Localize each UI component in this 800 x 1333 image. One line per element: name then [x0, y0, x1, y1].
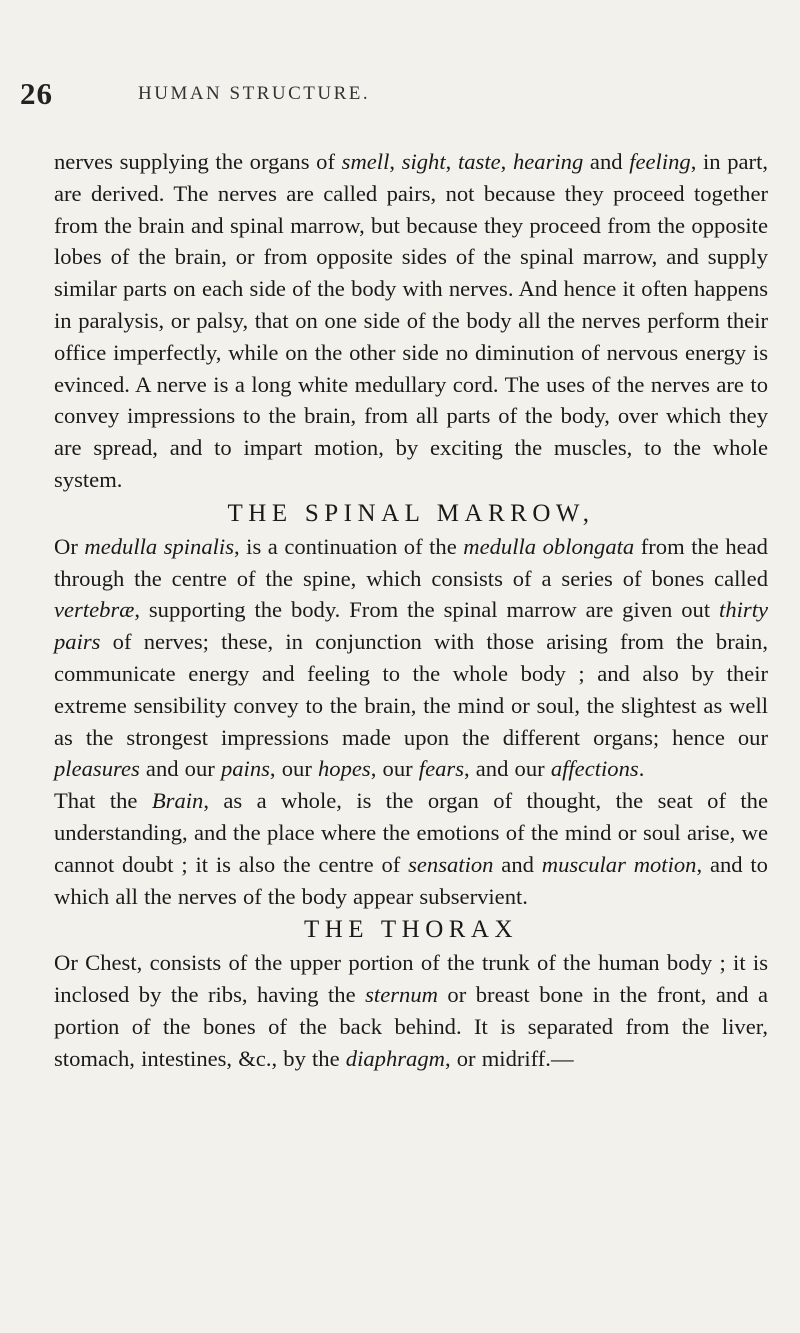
italic-term-affections: affections: [550, 756, 639, 782]
text-run: and: [583, 149, 630, 174]
text-run: and our: [139, 756, 221, 782]
body-text: [54, 146, 768, 1075]
running-title: HUMAN STRUCTURE.: [138, 83, 371, 104]
heading-text: THE THORAX: [303, 916, 519, 944]
paragraph-brain: [54, 785, 768, 912]
italic-term-hearing: hearing: [512, 149, 584, 174]
text-run: nerves supplying the organs of: [54, 149, 342, 174]
text-run: ,: [445, 149, 458, 174]
italic-term-diaphragm: diaphragm: [345, 1045, 445, 1071]
text-run: , our: [370, 756, 419, 782]
text-run: , as a whole, is the organ of thought, the seat of the understanding, and the place where the emotions of the mind or soul arise, we cannot doubt ; it is also the centre of: [54, 788, 768, 877]
italic-term-sensation: sensation: [408, 851, 494, 877]
italic-term-sternum: sternum: [365, 982, 438, 1008]
page-number: 26: [20, 76, 53, 111]
text-run: , in part, are derived. The nerves are called pairs, not because they proceed together from the brain and spinal marrow, but because they proceed from the opposite lobes of the brain, or from opposite sides of the spinal marrow, and supply similar parts on each side of the body with nerves. And hence it often happens in paralysis, or palsy, that on one side of the body all the nerves perform their office imperfectly, while on the other side no diminution of nervous energy is evinced. A nerve is a long white medullary cord. The uses of the nerves are to convey impressions to the brain, from all parts of the body, over which they are spread, and to impart motion, by exciting the muscles, to the whole system.: [54, 149, 769, 492]
section-heading-spinal-marrow: [54, 497, 768, 531]
italic-term-hopes: hopes: [318, 756, 371, 782]
italic-term-pains: pains: [220, 756, 270, 782]
heading-text: THE SPINAL MARROW,: [227, 499, 595, 527]
text-run: ,: [500, 149, 513, 174]
text-run: of nerves; these, in conjunction with those arising from the brain, communicate energy and feeling to the whole body ; and also by their extreme sensibility convey to the brain, the mind or soul, the slightest as well as the strongest impressions made upon the different organs; hence our: [54, 629, 768, 750]
text-run: from the head through the centre of the spine, which consists of a series of bones called: [54, 533, 768, 591]
text-run: , supporting the body. From the spinal marrow are given out: [134, 597, 720, 623]
italic-term-smell: smell: [341, 149, 390, 174]
italic-term-taste: taste: [457, 149, 501, 174]
paragraph-thorax: [54, 947, 768, 1074]
italic-term-pleasures: pleasures: [54, 756, 140, 782]
text-run: , or midriff.—: [444, 1045, 574, 1071]
italic-term-medulla-spinalis: medulla spinalis: [84, 533, 234, 559]
text-run: ,: [389, 149, 402, 174]
italic-term-thirty-pairs: thirty pairs: [54, 597, 768, 655]
text-run: or breast bone in the front, and a portion of the bones of the back behind. It is separated from the liver, stomach, intestines, &c., by the: [54, 982, 769, 1071]
italic-term-medulla-oblongata: medulla oblongata: [463, 533, 635, 559]
running-head: [20, 76, 780, 116]
section-heading-thorax: [54, 913, 768, 947]
text-run: and: [493, 851, 542, 877]
paragraph-nerves: [54, 146, 768, 496]
paragraph-spinal-marrow: [54, 531, 768, 785]
text-run: Or: [54, 533, 85, 559]
italic-term-feeling: feeling: [629, 149, 691, 174]
text-run: That the: [54, 788, 152, 814]
text-run: , and to which all the nerves of the body appear subservient.: [54, 851, 768, 909]
italic-term-fears: fears: [418, 756, 464, 782]
text-run: , our: [269, 756, 318, 782]
italic-term-muscular-motion: muscular motion: [541, 851, 697, 877]
italic-term-brain: Brain: [151, 788, 204, 814]
text-run: .: [638, 756, 645, 782]
text-run: , and our: [463, 756, 551, 782]
italic-term-vertebrae: vertebræ: [54, 597, 135, 623]
text-run: Or Chest, consists of the upper portion of the trunk of the human body ; it is inclosed by the ribs, having the: [54, 950, 768, 1008]
text-run: , is a continuation of the: [234, 533, 464, 559]
italic-term-sight: sight: [401, 149, 446, 174]
